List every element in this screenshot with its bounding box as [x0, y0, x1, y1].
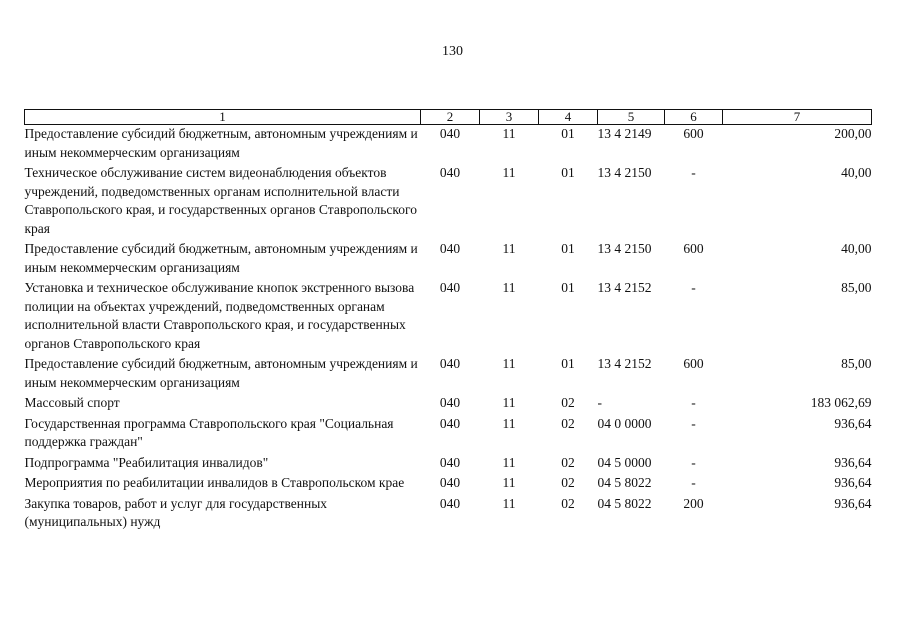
row-col-6-cell: - [691, 454, 696, 470]
row-col-6-cell: 600 [683, 126, 704, 141]
row-col-5-cell: 13 4 2152 [597, 280, 652, 295]
budget-table [24, 109, 872, 534]
row-col-5-cell: 13 4 2152 [597, 356, 652, 371]
row-col-4-cell: 01 [561, 165, 575, 180]
row-name-cell: Предоставление субсидий бюджетным, автономным учреждениям и иным некоммерческим организациям [24, 126, 418, 160]
row-col-7-cell: 936,64 [834, 415, 872, 431]
row-col-2-cell: 040 [439, 356, 461, 371]
row-col-7-cell: 183 062,69 [810, 395, 872, 410]
header-col-3: 3 [480, 110, 539, 125]
row-col-6-cell: - [691, 165, 696, 180]
row-col-4-cell: 02 [561, 495, 575, 511]
row-col-7-cell: 40,00 [841, 241, 872, 256]
table-body [25, 125, 872, 534]
table-row [25, 474, 872, 495]
row-name-cell: Предоставление субсидий бюджетным, автономным учреждениям и иным некоммерческим организациям [24, 356, 418, 390]
row-col-2-cell: 040 [439, 495, 461, 511]
table-row [25, 415, 872, 454]
row-col-7-cell: 936,64 [834, 454, 872, 470]
row-col-5-cell: - [597, 395, 602, 410]
row-name-cell: Государственная программа Ставропольского края "Социальная поддержка граждан" [24, 415, 394, 449]
row-col-3-cell: 11 [502, 280, 516, 295]
row-col-3-cell: 11 [502, 356, 516, 371]
row-col-4-cell: 02 [561, 415, 575, 431]
row-col-5-cell: 04 5 8022 [597, 495, 652, 511]
header-col-7: 7 [723, 110, 872, 125]
table-row [25, 454, 872, 475]
header-col-4: 4 [539, 110, 598, 125]
row-col-3-cell: 11 [502, 165, 516, 180]
row-col-2-cell: 040 [439, 415, 461, 431]
row-col-4-cell: 01 [561, 126, 575, 141]
row-col-4-cell: 01 [561, 356, 575, 371]
row-name-cell: Предоставление субсидий бюджетным, автономным учреждениям и иным некоммерческим организациям [24, 241, 418, 275]
table-row [25, 125, 872, 165]
row-col-6-cell: 200 [683, 495, 704, 511]
row-col-5-cell: 13 4 2150 [597, 241, 652, 256]
row-col-4-cell: 01 [561, 241, 575, 256]
row-col-6-cell: 600 [683, 356, 704, 371]
row-col-7-cell: 40,00 [841, 165, 872, 180]
row-col-2-cell: 040 [439, 454, 461, 470]
row-col-6-cell: - [691, 415, 696, 431]
row-col-5-cell: 04 5 8022 [597, 475, 652, 490]
row-col-3-cell: 11 [502, 126, 516, 141]
table-row [25, 355, 872, 394]
row-col-2-cell: 040 [439, 126, 461, 141]
row-col-6-cell: 600 [683, 241, 704, 256]
row-col-5-cell: 13 4 2150 [597, 165, 652, 180]
row-col-7-cell: 200,00 [834, 126, 872, 141]
row-col-2-cell: 040 [439, 395, 461, 410]
row-col-5-cell: 04 5 0000 [597, 454, 652, 470]
row-col-2-cell: 040 [439, 280, 461, 295]
row-name-cell: Массовый спорт [24, 395, 120, 410]
table-row [25, 164, 872, 240]
table-row [25, 279, 872, 355]
row-col-4-cell: 01 [561, 280, 575, 295]
row-col-3-cell: 11 [502, 495, 516, 511]
row-col-7-cell: 85,00 [841, 280, 872, 295]
row-col-5-cell: 13 4 2149 [597, 126, 652, 141]
row-col-4-cell: 02 [561, 454, 575, 470]
table-row [25, 495, 872, 534]
table-header [25, 110, 872, 125]
row-name-cell: Мероприятия по реабилитации инвалидов в Ставропольском крае [24, 475, 405, 490]
row-name-cell: Закупка товаров, работ и услуг для государственных (муниципальных) нужд [24, 495, 328, 529]
row-col-3-cell: 11 [502, 475, 516, 490]
table-row [25, 240, 872, 279]
row-col-7-cell: 936,64 [834, 475, 872, 490]
row-col-4-cell: 02 [561, 395, 575, 410]
row-col-5-cell: 04 0 0000 [597, 415, 652, 431]
row-col-7-cell: 85,00 [841, 356, 872, 371]
table-row [25, 394, 872, 415]
header-col-2: 2 [421, 110, 480, 125]
row-name-cell: Подпрограмма "Реабилитация инвалидов" [24, 454, 269, 470]
row-col-6-cell: - [691, 395, 696, 410]
row-col-3-cell: 11 [502, 454, 516, 470]
row-col-2-cell: 040 [439, 475, 461, 490]
row-col-6-cell: - [691, 280, 696, 295]
row-name-cell: Техническое обслуживание систем видеонаблюдения объектов учреждений, подведомственных органам исполнительной власти Ставропольского края, и государственных органов Ставропольского края [24, 165, 417, 236]
page-number: 130 [442, 44, 463, 59]
row-name-cell: Установка и техническое обслуживание кнопок экстренного вызова полиции на объектах учреждений, подведомственных органам исполнительной власти Ставропольского края, и государственных органов Ставропольского края [24, 280, 415, 351]
header-col-1: 1 [25, 110, 421, 125]
row-col-6-cell: - [691, 475, 696, 490]
header-row [25, 110, 872, 125]
row-col-3-cell: 11 [502, 241, 516, 256]
row-col-2-cell: 040 [439, 241, 461, 256]
row-col-3-cell: 11 [502, 415, 516, 431]
header-col-6: 6 [665, 110, 723, 125]
row-col-2-cell: 040 [439, 165, 461, 180]
header-col-5: 5 [598, 110, 665, 125]
row-col-7-cell: 936,64 [834, 495, 872, 511]
row-col-3-cell: 11 [502, 395, 516, 410]
row-col-4-cell: 02 [561, 475, 575, 490]
